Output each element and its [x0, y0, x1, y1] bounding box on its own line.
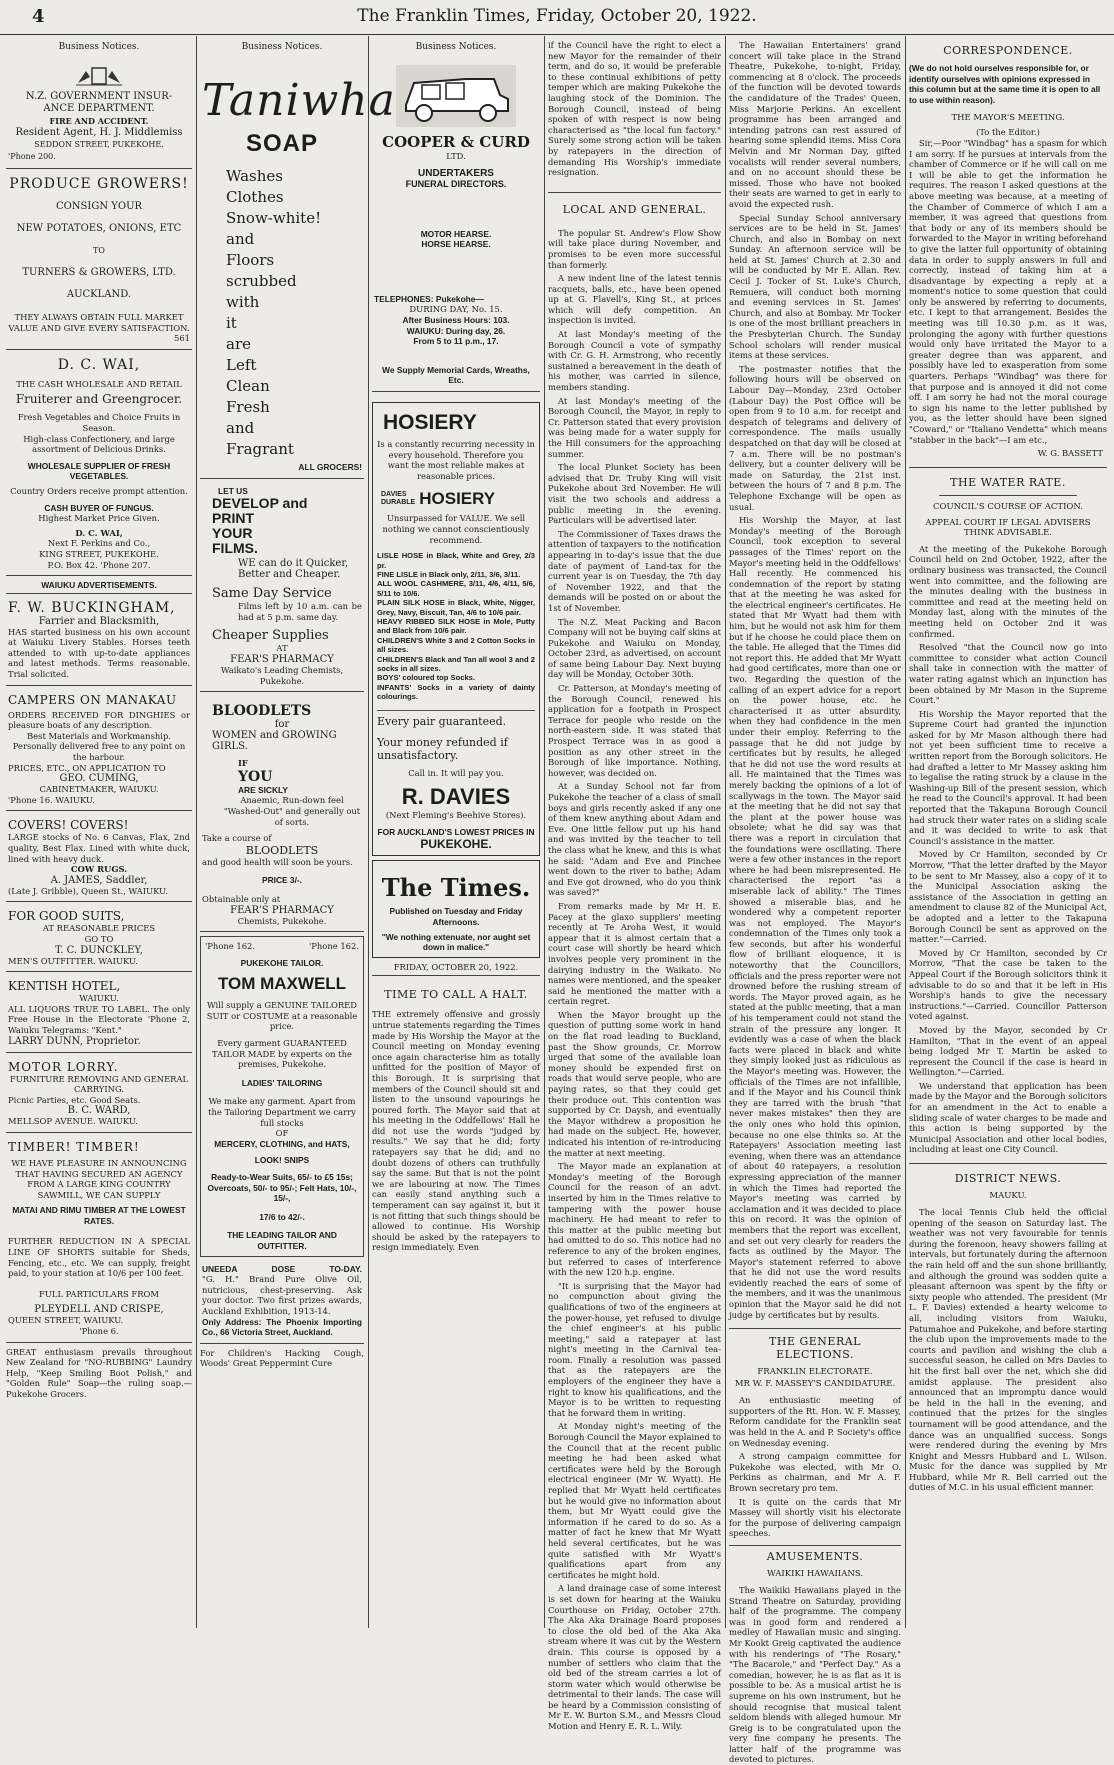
buckingham-ad — [6, 597, 192, 686]
ad-line: From 5 to 11 p.m., 17. — [413, 336, 499, 347]
cooper-curd-ad — [372, 58, 540, 392]
ad-line: 'Phone 16. WAIUKU. — [8, 794, 95, 805]
brand-logo: Taniwha — [202, 75, 396, 126]
ad-line: THE CASH WHOLESALE AND RETAIL — [16, 378, 182, 389]
article-subtitle: (To the Editor.) — [976, 127, 1040, 138]
article-body — [729, 1585, 901, 1765]
article-title: CORRESPONDENCE. — [943, 44, 1073, 57]
ad-line: CASH BUYER OF FUNGUS. — [44, 502, 154, 513]
ad-line: Highest Market Price Given. — [38, 513, 160, 524]
ad-line: Clean — [226, 377, 270, 395]
ad-line: TELEPHONES: Pukekohe— — [374, 293, 484, 304]
news-item: The N.Z. Meat Packing and Bacon Company will not be buying calf skins at Pukekohe and Waiuku on Monday, October 23rd, as advertised, on account of same being Labour Day. Next buying day will be Monday, October 30th. — [548, 616, 721, 680]
ad-line: Personally delivered free to any point on the harbour. — [12, 741, 186, 763]
hosiery-item: LISLE HOSE in Black, White and Grey, 2/3 pr. — [377, 551, 535, 570]
section-heading: Business Notices. — [415, 42, 497, 52]
ad-line: FIRE AND ACCIDENT. — [49, 116, 149, 126]
wai-ad — [6, 354, 192, 576]
ad-line: AT REASONABLE PRICES — [42, 923, 156, 934]
article-body: THE extremely offensive and grossly untrue statements regarding the Times made by His Worship the Mayor at the Council meeting on Monday evening once again characterise him as totally unfitted for the position of Mayor of this Borough. It is surprising that members of the Council should sit and listen to the unsound vapourings he poured forth. The Mayor said that at his meeting in the Oddfellows' Hall he did not use the words "judged by results." We say that he did; forty ratepayers say that he did; and no doubt dozens of others can truthfully say the same. But that is not the point we are labouring at now. The Times can easily stand anything such a temperament can say against it, but it is not fitting that such things should be allowed to continue. His Worship should be asked by the ratepayers to resign immediately. Even — [372, 1009, 540, 1253]
ad-line: Clothes — [226, 188, 284, 206]
ad-line: PRICES, ETC., ON APPLICATION TO — [8, 762, 166, 773]
news-item: Moved by Cr Hamilton, seconded by Cr Morrow, "That the letter drafted by the Mayor to be sent to Mr Massey, also a copy of it to the Municipal Association asking the assistance of the Association in getting an amendment to clause 82 of the Municipal Act, be adopted and a letter to the Takapuna Borough Council be sent as approved on the matter."—Carried. — [909, 849, 1107, 945]
ad-line: Ready-to-Wear Suits, 65/- to £5 15s; Overcoats, 50/- to 95/-; Felt Hats, 10/-, 15/-, — [207, 1172, 357, 1204]
article-subtitle: WAIKIKI HAWAIIANS. — [766, 1568, 864, 1579]
news-item: When the Mayor brought up the question of putting some work in hand on the flat road leading to Buckland, past the Show grounds, Cr. Morrow urged that some of the available loan money should be expended first on roads that would serve people, who are paying rates, so that they could get their produce out. This contention was supported by Cr. Daysh, and eventually the Mayor withdrew a proposition he had made on the subject. He, however, indicated his intention of re-introducing the matter at next meeting. — [548, 1009, 721, 1158]
news-item: Special Sunday School anniversary services are to be held in St. James' Church, and also in Bombay on next Sunday. An afternoon service will be held at St. James' Church at 2.30 and will be conducted by Mr E. Allan. Rev. Cecil J. Tocker of St. Luke's Church, Remuera, will conduct both morning and evening services in St. James' Church, and also at Bombay. Mr Tocker is one of the most brilliant preachers in the Presbyterian Church. The Sunday School scholars will render musical items at these services. — [729, 212, 901, 361]
ad-line: FULL PARTICULARS FROM — [39, 1288, 159, 1299]
ad-code: 561 — [174, 333, 190, 344]
ad-title: UNEEDA — [202, 1263, 238, 1274]
hosiery-item: INFANTS' Socks in a variety of dainty colourings. — [377, 682, 535, 702]
ad-line: and good health will soon be yours. — [202, 856, 353, 867]
news-item: The local Plunket Society has been advised that Dr. Truby King will visit Pukekohe about 3rd November. He will visit the two schools and address a public meeting in the evening. Particulars will be advertised later. — [548, 462, 721, 526]
ad-line: We Supply Memorial Cards, Wreaths, Etc. — [382, 364, 530, 386]
ad-line: Call in. It will pay you. — [408, 767, 504, 778]
ad-line: Country Orders receive prompt attention. — [10, 485, 188, 496]
suits-ad — [6, 906, 192, 972]
ad-title: DOSE — [271, 1263, 296, 1274]
news-item: Moved by Cr Hamilton, seconded by Cr Morrow, "That the case be taken to the Appeal Court if the Borough solicitors think it advisable to do so and that it be left in His Worship's hands to give the necessary instructions."—Carried. Councillor Patterson voted against. — [909, 947, 1107, 1022]
ad-body: Will supply a GENUINE TAILORED SUIT or COSTUME at a reasonable price. — [206, 1000, 358, 1032]
ad-line: PUKEKOHE TAILOR. — [240, 957, 324, 968]
column-5 — [729, 40, 901, 1765]
ad-line: WOMEN and GROWING GIRLS. — [212, 730, 337, 753]
ad-line: Fragrant — [226, 440, 294, 458]
ad-line: MELLSOP AVENUE. WAIUKU. — [8, 1116, 138, 1127]
ad-line: PLEYDELL AND CRISPE, — [34, 1304, 164, 1316]
ad-line: GEO. CUMING, — [59, 773, 139, 785]
ad-line: (Late J. Gribble), Queen St., WAIUKU. — [8, 885, 168, 896]
ad-line: MATAI AND RIMU TIMBER AT THE LOWEST RATES. — [12, 1205, 186, 1226]
news-item: We understand that application has been made by the Mayor and the Borough solicitors for an amendment in the Act to enable a sliding scale of water charges to be made and this action is being supported by the Municipal Association and other local bodies, including at least one City Council. — [909, 1080, 1107, 1155]
article-title: THE GENERAL ELECTIONS. — [769, 1335, 861, 1362]
editorial-note: (We do not hold ourselves responsible for, or identify ourselves with opinions expressed in this column but at the same time it is open to all to use within reason). — [909, 63, 1101, 105]
article-body — [729, 1395, 901, 1539]
hosiery-item: CHILDREN'S Black and Tan all wool 3 and 2 socks in all sizes. — [377, 654, 535, 673]
bottom-notice: For Children's Hacking Cough, Woods' Great Peppermint Cure — [200, 1347, 364, 1369]
article-subtitle: THE MAYOR'S MEETING. — [951, 113, 1065, 124]
brand-title: HOSIERY — [419, 489, 496, 509]
ad-line: 'Phone 200. — [8, 152, 56, 161]
article-title: THE WATER RATE. — [950, 475, 1066, 489]
ad-title: R. DAVIES — [401, 784, 511, 810]
ad-line: LOOK! SNIPS — [254, 1155, 310, 1166]
ad-line: MEN'S OUTFITTER. WAIUKU. — [8, 955, 138, 966]
ad-line: NEW POTATOES, ONIONS, ETC — [16, 223, 182, 234]
news-item: At last Monday's meeting of the Borough Council, the Mayor, in reply to Cr. Patterson stated that every provision was being made for a water supply for the Hill consumers for the approaching summer. — [548, 395, 721, 459]
ad-line: Only Address: The Phoenix Importing Co., 66 Victoria Street, Auckland. — [202, 1316, 362, 1338]
ad-line: IF — [238, 758, 248, 769]
ad-line: and — [226, 419, 255, 437]
ad-line: GO TO — [84, 933, 114, 944]
product-name: SOAP — [245, 130, 318, 157]
ad-line: A. JAMES, Saddler, — [50, 874, 148, 886]
newspaper-masthead: The Times. — [381, 873, 531, 903]
films-ad — [200, 483, 364, 693]
ad-line: FUNERAL DIRECTORS. — [405, 178, 507, 189]
brand-line: DAVIES — [381, 491, 407, 499]
ad-line: COW RUGS. — [70, 864, 128, 875]
hearse-car-icon — [396, 65, 516, 127]
ad-body: "G. H." Brand Pure Olive Oil, nutricious, chest-preserving. Ask your doctor. Two first prizes awards, Auckland Exhibition, 1913-14. — [202, 1274, 362, 1316]
column-rule — [725, 36, 726, 1628]
article-continued: if the Council have the right to elect a new Mayor for the remainder of their term, and do so, it would be preferable to these continual exhibitions of petty temper which are making Pukekohe the laughing stock of the Dominion. The Borough Council, instead of being spoken of with respect is now being characterised as "the local fun factory." Surely some strong action will be taken by ratepayers in the direction of demanding His Worship's immediate resignation. — [548, 40, 721, 178]
hosiery-item: CHILDREN'S White 3 and 2 Cotton Socks in all sizes. — [377, 635, 535, 655]
ad-line: it — [226, 314, 237, 332]
column-4 — [548, 40, 721, 1732]
ad-line: TO — [93, 246, 105, 255]
page-number: 4 — [32, 6, 45, 27]
article-subtitle: FRANKLIN ELECTORATE. — [757, 1367, 873, 1378]
section-heading: Business Notices. — [58, 42, 140, 52]
hosiery-item: ALL WOOL CASHMERE, 3/11, 4/6, 4/11, 5/6, 5/11 to 10/6. — [377, 579, 535, 598]
ad-line: P.O. Box 42. 'Phone 207. — [47, 559, 151, 570]
ad-title: TO-DAY. — [329, 1263, 362, 1274]
ad-line: LTD. — [446, 151, 466, 161]
ad-line: WE can do it Quicker, Better and Cheaper. — [238, 558, 349, 581]
ad-line: Films left by 10 a.m. can be had at 5 p.m. same day. — [238, 601, 362, 622]
article-body — [909, 1207, 1107, 1493]
news-item: The Commissioner of Taxes draws the attention of taxpayers to the notification appearing in to-day's issue that the due date of payment of Land-tax for the current year is on Tuesday, the 7th day of November 1922, and that the demands will be posted on or about the 1st of November. — [548, 528, 721, 613]
ad-line: Fresh — [226, 398, 270, 416]
ad-line: YOU — [238, 768, 273, 785]
lorry-ad — [6, 1057, 192, 1133]
ad-line: MOTOR HEARSE. — [420, 228, 492, 239]
article-subtitle: COUNCIL'S COURSE OF ACTION. — [932, 501, 1083, 512]
article-subtitle: MR W. F. MASSEY'S CANDIDATURE. — [734, 1379, 896, 1390]
ad-line: 'Phone 6. — [79, 1326, 119, 1337]
ad-line: Fruiterer and Greengrocer. — [15, 392, 183, 407]
news-item: A strong campaign committee for Pukekohe was elected, with Mr O. Perkins as chairman, and Mr A. F. Brown secretary pro tem. — [729, 1451, 901, 1493]
ad-title: YOUR — [212, 525, 253, 542]
ad-line: FEAR'S PHARMACY — [230, 653, 334, 665]
ad-line: LADIES' TAILORING — [241, 1077, 323, 1088]
ad-line: UNDERTAKERS — [418, 167, 494, 179]
ad-line: for — [274, 719, 290, 731]
ad-body: Anaemic, Run-down feel "Washed-Out" and generally out of sorts. — [223, 795, 361, 827]
ad-line: KING STREET, PUKEKOHE. — [39, 548, 159, 559]
masthead-title: The Franklin Times, Friday, October 20, 1922. — [357, 6, 757, 26]
ad-line: are — [226, 335, 251, 353]
news-item: The Mayor made an explanation at Monday's meeting of the Borough Council for the reason of an advt. inserted by him in the Times relative to tampering with the power house machinery. He had meant to refer to this matter at the public meeting but had omitted to do so. This notice had no reference to any of the broken engines, but referred to cases of interference with the new 120 h.p. engine. — [548, 1161, 721, 1278]
ad-line: WHOLESALE SUPPLIER OF FRESH VEGETABLES. — [27, 460, 171, 482]
ad-body: FURTHER REDUCTION IN A SPECIAL LINE OF SHORTS suitable for Sheds, Fencing, etc., etc. We can supply, freight paid, to your station at 10/6 per 100 feet. — [8, 1236, 190, 1279]
ad-line: CABINETMAKER, WAIUKU. — [39, 784, 159, 795]
ad-line: ORDERS RECEIVED FOR DINGHIES or pleasure boats of any description. — [8, 709, 190, 731]
ad-line: Left — [226, 356, 257, 374]
ad-title: HOSIERY — [383, 410, 477, 434]
ad-title: FOR GOOD SUITS, — [8, 909, 125, 924]
letter-body — [909, 138, 1107, 445]
uneeda-ad — [200, 1261, 364, 1344]
ad-line: SEDDON STREET, PUKEKOHE. — [34, 140, 164, 149]
ad-line: Your money refunded if unsatisfactory. — [377, 735, 508, 762]
ad-line: ALL GROCERS! — [298, 462, 362, 472]
ad-line: Obtainable only at — [202, 893, 281, 904]
ad-line: Cheaper Supplies — [212, 628, 329, 644]
news-item: His Worship the Mayor reported that the Supreme Court had granted the injunction asked for by Mr Mason although there had not yet been sufficient time to receive a written report from the Borough solicitors. He had drafted a letter to Mr Massey asking him to legalise the rating struck by a clause in the Washing-up Bill of the present session, which he read to the Council's approval. It had been reported that the Takapuna Borough Council had struck their water rates on a sliding scale and it was decided to write to ask that Council's assistance in the matter. — [909, 708, 1107, 846]
ad-line: with — [226, 293, 260, 311]
news-item: Resolved "that the Council now go into committee to consider what action Council shall take in connection with the matter of water rating against which an injunction has been obtained by Mr Mason in the Supreme Court." — [909, 642, 1107, 706]
ad-line: Published on Tuesday and Friday Afternoons. — [389, 906, 523, 927]
ad-line: Best Materials and Workmanship. — [27, 730, 171, 741]
ad-line: ANCE DEPARTMENT. — [43, 103, 155, 114]
ad-line: B. C. WARD, — [67, 1105, 131, 1117]
ad-line: Snow-white! — [226, 209, 322, 227]
news-item: The local Tennis Club held the official opening of the season on Saturday last. The weather was not very favourable for tennis during the forenoon, heavy showers falling at intervals, but fortunately during the afternoon the rain held off and the sun shone brilliantly, and although the ground was sodden quite a pleasant afternoon was spent by the fifty or sixty people who attended. The president (Mr L. F. Davies) extended a hearty welcome to all, including visitors from Waiuku, Patumahoe and Pukekohe, and before starting the club upon the improvements made to the courts and pavilion and wishing the club a successful season, he called on Mrs Davies to hit the first ball over the net, which she did amidst applause. The president also announced that an impromptu dance would be held in the hall in the evening, and continued that the prizes for the singles tournament will be good attendance, and the dance was an unqualified success. Songs were rendered during the evening by Mrs Knight and Messrs Hubbard and L. Wilson. Music for the dance was supplied by Mr Hubbard, while Mr R. Bell carried out the duties of M.C. in his usual efficient manner. — [909, 1207, 1107, 1493]
news-item: An enthusiastic meeting of supporters of the Rt. Hon. W. F. Massey, Reform candidate for the Franklin seat was held in the A. and P. Society's office on Wednesday evening. — [729, 1395, 901, 1448]
news-item: A land drainage case of some interest is set down for hearing at the Waiuku Courthouse on Friday, October 27th. The Aka Aka Drainage Board proposes to close the old bed of the Aka Aka stream where it was cut by the Western drain. This course is opposed by a number of settlers who claim that the old bed of the stream carries a lot of storm water which would otherwise be detrimental to their lands. The case will be heard by a Commission consisting of Mr E. W. Burton S.M., and Messrs Cloud Motion and Henry E. R. L. Wily. — [548, 1583, 721, 1732]
ad-line: FEAR'S PHARMACY — [230, 904, 334, 916]
newspaper-motto: "We nothing extenuate, nor aught set down in malice." — [381, 931, 531, 953]
ad-title: KENTISH HOTEL, — [8, 979, 121, 994]
brand-line: DURABLE — [381, 499, 416, 507]
news-item: The postmaster notifies that the following hours will be observed on Labour Day—Monday, 23rd October (Labour Day) the Post Office will be open from 9 to 10 a.m. for receipt and despatch of telegrams and delivery of correspondence. The mails usually despatched on that day will be closed at 7 a.m. There will be no postman's delivery, but a counter delivery will be made on Saturday, the 21st inst. between the hours of 7 and 8 p.m. The Telephone Exchange will be open as usual. — [729, 363, 901, 512]
ad-line: Chemists, Pukekohe. — [237, 915, 327, 926]
news-item: The popular St. Andrew's Flow Show will take place during November, and promises to be even more successful than formerly. — [548, 227, 721, 270]
news-item: The Waikiki Hawaiians played in the Strand Theatre on Saturday, providing half of the programme. The company was in good form and rendered a medley of Hawaiian music and singing. Mr Kookt Greig captivated the audience with his renderings of "The Rosary," "The Bacarole," and "Perfect Day." As a comedian, however, he is as flat as it is possible to be. As a musical artist he is supreme on his own instrument, but he should recognise that musical talent seldom blends with alleged humour. Mr Greig is to be congratulated upon the very fine company he presents. The latter half of the programme was devoted to pictures. — [729, 1584, 901, 1765]
ad-line: 'Phone 162. — [308, 941, 359, 952]
dateline: FRIDAY, OCTOBER 20, 1922. — [372, 962, 540, 977]
ad-line: Farrier and Blacksmith, — [38, 615, 160, 627]
news-item: At the meeting of the Pukekohe Borough Council held on 2nd October, 1922, after the ordinary business was transacted, the Council went into committee, and the following are the minutes dealing with the business in committee and read at the meeting held on Monday last, along with the minutes of the meeting held on October 2nd it was confirmed. — [909, 543, 1107, 639]
news-item: Moved by the Mayor, seconded by Cr Hamilton, "That in the event of an appeal being lodged Mr T. Martin be asked to represent the Council if the case is heard in Wellington."—Carried. — [909, 1024, 1107, 1078]
news-items — [729, 40, 901, 1320]
ad-line: TURNERS & GROWERS, LTD. — [22, 267, 176, 278]
article-subtitle: MAUKU. — [989, 1191, 1027, 1202]
ad-line: DURING DAY, No. 15. — [409, 304, 503, 315]
ad-title: CAMPERS ON MANAKAU — [8, 692, 177, 707]
times-masthead-box — [372, 860, 540, 957]
article-title: TIME TO CALL A HALT. — [384, 988, 528, 1002]
ad-title: COOPER & CURD — [382, 133, 530, 151]
timber-ad — [6, 1137, 192, 1343]
column-6 — [909, 40, 1107, 1630]
ad-line: Washes — [226, 167, 283, 185]
tailor-ad — [200, 936, 364, 1256]
ad-line: Waikato's Leading Chemists, Pukekohe. — [220, 664, 344, 686]
ad-line: CONSIGN YOUR — [55, 201, 143, 212]
ad-body: ALL LIQUORS TRUE TO LABEL. The only Free House in the Electorate 'Phone 2, Waiuku Telegrams: "Kent." — [8, 1003, 190, 1035]
ad-line: scrubbed — [226, 272, 297, 290]
ad-note: THEY ALWAYS OBTAIN FULL MARKET VALUE AND GIVE EVERY SATISFACTION. — [8, 312, 190, 333]
ad-line: PRICE 3/-. — [261, 875, 303, 886]
ad-line: ARE SICKLY — [238, 784, 288, 795]
news-item: From remarks made by Mr H. E. Pacey at the glaxo suppliers' meeting recently at Te Aroha West, it would appear that it is almost certain that a court case will shortly be heard which involves people very prominent in the dairying industry in the Waikato. No names were mentioned, and the speaker said he mentioned the matter with a certain regret. — [548, 900, 721, 1007]
article-subtitle: APPEAL COURT IF LEGAL ADVISERS THINK ADVISABLE. — [925, 517, 1091, 538]
ad-title: FILMS. — [212, 540, 258, 557]
news-item: At a Sunday School not far from Pukekohe the teacher of a class of small boys and girls recently asked if any one of them knew anything about Adam and Eve. One little fellow put up his hand and was invited by the teacher to tell the class what he knew, and this is what he said: "Adam and Eve and Pinchee went down to the river to bathe; Adam and Eve got drowned, who do you think was saved?" — [548, 781, 721, 898]
column-rule — [368, 36, 369, 1628]
news-item: At Monday night's meeting of the Borough Council the Mayor explained to the Council that at the recent public meeting he had been asked what certificates were held by the Borough electrical engineer (Mr W. Wyatt). He replied that Mr Wyatt held certificates but he would give no information about them, but Mr Wyatt could give the information if he cared to do so. As a matter of fact he knew that Mr Wyatt held several certificates, but he was quite satisfied with Mr Wyatt's qualifications apart from any certificates he might hold. — [548, 1421, 721, 1580]
ad-line: 'Phone 162. — [205, 941, 256, 952]
article-title: DISTRICT NEWS. — [954, 1172, 1062, 1186]
ad-line: WAIUKU: During day, 26. — [406, 325, 506, 336]
ad-line: N.Z. GOVERNMENT INSUR- — [25, 91, 173, 102]
ad-line: High-class Confectionery, and large assortment of Delicious Drinks. — [23, 433, 175, 455]
hosiery-item: BOYS' coloured top Socks. — [377, 673, 476, 683]
article-title: LOCAL AND GENERAL. — [562, 202, 707, 216]
growers-ad — [6, 173, 192, 350]
ad-line: D. C. WAI, — [75, 527, 123, 538]
ad-title: D. C. WAI, — [57, 356, 141, 373]
ad-line: THE LEADING TAILOR AND OUTFITTER. — [227, 1230, 337, 1251]
insurance-ad — [6, 58, 192, 169]
ad-line: Same Day Service — [212, 586, 332, 602]
ad-line: and — [226, 230, 255, 248]
news-item: His Worship the Mayor, at last Monday's meeting of the Borough Council, took exception to several passages of the Times' report on the Mayor's meeting held in the Oddfellows' Hall recently. He commenced his condemnation of the report by stating that at the meeting he was asked for the electrical engineer's certificates. He stated that Mr Wyatt had them with him, but he would not ask him for them but if he choose he could place them on the table. He alleged that the Times did not report this. He added that Mr Wyatt had good certificates, more than one or two. Regarding the question of the calling of an expert advice for a report on the power house, etc. he characterised it as utter absurdity, when they had confidence in the men under their employ. Referring to the passage that he did not judge by certificates but by results, he alleged that he did not use the word results at all. He maintained that the Times was merely backing the opinions of a lot of scallywags in the town. The Mayor said at the meeting that he did not say that the plant at the power house was obsolete; what he did say was that there was a report in circulation that the foundations were oscillating. There were a few other instances in the report where he had been misrepresented. He characterised the report "as a miserable lack of ability." The Times showed a miserable bias, and he wondered why a competent reporter was not employed. The Mayor's condemnation of the Times only took a few seconds, but after his wonderful flow of brilliant eloquence, it is noteworthy that the Councillors, officials and the press reporter were not drowned before the rushing stream of words. The Mayor proved again, as he stated at the public meeting, that a man of his temperament could not stand the strain of the pressure any longer. It evidently was a case of when the black facts were placed in black and white they simply looked just as ridiculous as the Mayor's meeting was. However, the officials of the Times are not infallible, and if the Mayor and his Council think they are tarred with the brush "that never makes mistakes" then they are the only ones who hold this opinion, because no one else thinks so. At the Ratepayers' Association meeting last evening, when there was an attendance of about 40 ratepayers, a resolution expressing appreciation of the manner in which the Times had reported the Mayor's meeting was carried by acclamation and it was decided to place this on record. It was the opinion of members that the report was excellent, and set out very clearly for readers the facts as outlined by the Mayor. The Mayor's statement referred to above that he did not use the word results evidently reached the ears of some of the members, and it was the unanimous opinion that the Mayor said he did not judge by certificates but by results. — [729, 515, 901, 1320]
ad-title: MOTOR LORRY. — [8, 1059, 119, 1074]
ad-line: AUCKLAND. — [66, 289, 132, 300]
ad-body: We make any garment. Apart from the Tailoring Department we carry full stocks — [208, 1096, 356, 1128]
ad-body: Is a constantly recurring necessity in every household. Therefore you want the most reliable makes at reasonable prices. — [377, 438, 535, 481]
ad-title: TOM MAXWELL — [217, 974, 347, 994]
ad-line: FURNITURE REMOVING AND GENERAL CARRYING. — [9, 1073, 189, 1095]
ad-line: Take a course of — [202, 833, 272, 844]
ad-body: Every garment GUARANTEED TAILOR MADE by experts on the premises, Pukekohe. — [212, 1038, 352, 1070]
article-title: AMUSEMENTS. — [766, 1549, 864, 1563]
ad-title: F. W. BUCKINGHAM, — [8, 599, 176, 616]
section-heading: Business Notices. — [241, 42, 323, 52]
section-heading: WAIUKU ADVERTISEMENTS. — [6, 580, 192, 594]
ad-line: QUEEN STREET, WAIUKU. — [8, 1315, 124, 1326]
ad-line: PUKEKOHE. — [420, 837, 492, 852]
column-3 — [372, 40, 540, 1630]
ad-line: Picnic Parties, etc. Good Seats. — [8, 1094, 141, 1105]
ad-body: HAS started business on his own account at Waiuku Livery Stables. Horses teeth attended to with up-to-date appliances and latest methods. Terms reasonable. Trial solicited. — [8, 626, 190, 680]
ad-line: Resident Agent, H. J. Middlemiss — [15, 127, 183, 138]
ad-title: TIMBER! TIMBER! — [8, 1139, 140, 1154]
ad-title: PRINT — [212, 510, 254, 527]
hosiery-item: FINE LISLE in Black only, 2/11, 3/6, 3/11. — [377, 569, 521, 579]
ad-title: DEVELOP and — [212, 495, 308, 512]
ad-body: LARGE stocks of No. 6 Canvas, Flax, 2nd quality, Best Flax. Lined with white duck, lined with heavy duck. — [8, 832, 190, 864]
column-rule — [196, 36, 197, 1628]
ad-title: BLOODLETS — [212, 703, 312, 720]
ad-line: Fresh Vegetables and Choice Fruits in Season. — [17, 412, 181, 433]
bloodlets-ad — [200, 696, 364, 932]
column-rule — [905, 36, 906, 1628]
article-body — [909, 544, 1107, 1155]
ad-line: Floors — [226, 251, 275, 269]
bottom-notice: GREAT enthusiasm prevails throughout New Zealand for "NO-RUBBING" Laundry Help, "Keep Smiling Boot Polish," and "Golden Rule" Soap—the ruling soap.—Pukekohe Grocers. — [6, 1346, 192, 1399]
ad-line: FOR AUCKLAND'S LOWEST PRICES IN — [377, 826, 535, 837]
ad-line: Next F. Perkins and Co., — [47, 538, 151, 549]
hotel-ad — [6, 976, 192, 1052]
news-item: The Hawaiian Entertainers' grand concert will take place in the Strand Theatre, Pukekohe, to-night, Friday, commencing at 8 o'clock. The proceeds of the function will be devoted towards the candidature of the Trades' Queen, Miss Marjorie Perkins. An excellent programme has been arranged and intending patrons can rest assured of hearing some splendid items. Miss Cora Melvin and Mr Norman Day, gifted vocalists will render several numbers, and on no account should these be missed. Those who have not booked their seats are warned to get in early to avoid the expected rush. — [729, 40, 901, 209]
letter-signature: W. G. BASSETT — [1037, 448, 1103, 459]
news-item: Cr. Patterson, at Monday's meeting of the Borough Council, renewed his application for a footpath in Prospect Terrace for people who reside on the north-eastern side. It was stated that Prospect Terrace was in as good a position as any other street in the Borough of like importance. Nothing, however, was decided on. — [548, 683, 721, 778]
ad-line: BLOODLETS — [245, 843, 319, 857]
ad-title: PRODUCE GROWERS! — [9, 176, 189, 192]
ad-title: COVERS! COVERS! — [8, 818, 129, 833]
hosiery-ad — [372, 402, 540, 856]
ad-body: WE HAVE PLEASURE IN ANNOUNCING THAT HAVING SECURED AN AGENCY FROM A LARGE KING COUNTRY SAWMILL, WE CAN SUPPLY — [11, 1157, 187, 1200]
ad-line: HORSE HEARSE. — [421, 239, 491, 250]
covers-ad — [6, 815, 192, 902]
ad-line: T. C. DUNCKLEY, — [55, 944, 143, 956]
ad-body: Unsurpassed for VALUE. We sell nothing we cannot conscientiously recommend. — [382, 513, 530, 545]
hosiery-item: HEAVY RIBBED SILK HOSE in Mole, Putty and Black from 10/6 pair. — [377, 616, 535, 636]
page-header — [0, 0, 1114, 35]
local-general-items — [548, 228, 721, 1732]
column-1 — [6, 40, 192, 1630]
ad-line: AT — [276, 643, 288, 654]
news-item: "It is surprising that the Mayor had no compunction about giving the qualifications of two of the engineers at the power-house, yet refused to divulge the chief engineer's at his public meeting," said a ratepayer at last night's meeting in the Carnival tea-room. Finally a resolution was passed that as the ratepayers are the employers of the engineer they have a right to know his qualifications, and the Mayor is to be written to requesting that he forward them in writing. — [548, 1280, 721, 1418]
coat-of-arms-icon — [74, 65, 124, 87]
ad-line: WAIUKU. — [79, 993, 119, 1004]
ad-line: Every pair guaranteed. — [377, 710, 535, 728]
campers-ad — [6, 690, 192, 812]
taniwha-soap-ad — [200, 58, 396, 479]
news-item: It is quite on the cards that Mr Massey will shortly visit his electorate for the purpose of delivering campaign speeches. — [729, 1496, 901, 1539]
ad-line: (Next Fleming's Beehive Stores). — [385, 810, 527, 821]
ad-line: LET US — [218, 485, 248, 496]
ad-line: OF — [275, 1128, 289, 1139]
letter-text: Sir,—Poor "Windbag" has a spasm for which I am sorry. If he pursues at intervals from the chamber of Commerce or if he will call on me I will be able to get the information he requires. The reason I asked questions at the above meeting was because, at a meeting of the Chamber of Commerce of which I am a member, it was agreed that questions from that body or any of its members should be forwarded to the Mayor in writing beforehand to give the latter full opportunity of obtaining data in order to supply answers in full and correctly, instead of taking him at a disadvantage by expecting a reply at a moment's notice to some question that could only be answered by referring to documents, etc. I kept to that arrangement. Besides the meeting was till 10.30 p.m. as it was, prolonging the agony with further questions would only have irritated the Mayor to a greater degree than was apparent, and possibly have led to exasperation from some quarters. Perhaps "Windbag" was there for that purpose and is annoyed it did not come off. I am sorry he had not the moral courage to sign his name to the letter published by you, as the letter should have been signed "Coward," or "Italiano Vendetta" which means "stabber in the back"—I am etc., — [909, 137, 1107, 445]
hosiery-item: PLAIN SILK HOSE in Black, White, Nigger, Grey, Navy, Biscuit, Tan, 4/6 to 10/6 pair. — [377, 598, 535, 617]
ad-line: After Business Hours: 103. — [402, 314, 510, 325]
ad-line: 17/6 to 42/-. — [259, 1211, 305, 1222]
ad-line: LARRY DUNN, Proprietor. — [8, 1035, 141, 1047]
news-item: At last Monday's meeting of the Borough Council a vote of sympathy with Cr. G. H. Armstrong, who recently sustained a bereavement in the death of his mother, was carried in silence, members standing. — [548, 329, 721, 393]
column-rule — [544, 36, 545, 1628]
news-item: A new indent line of the latest tennis racquets, balls, etc., have been opened up at G. Flavell's, King St., at prices which will defy competition. An inspection is invited. — [548, 273, 721, 326]
ad-line: MERCERY, CLOTHING, and HATS, — [214, 1138, 350, 1149]
